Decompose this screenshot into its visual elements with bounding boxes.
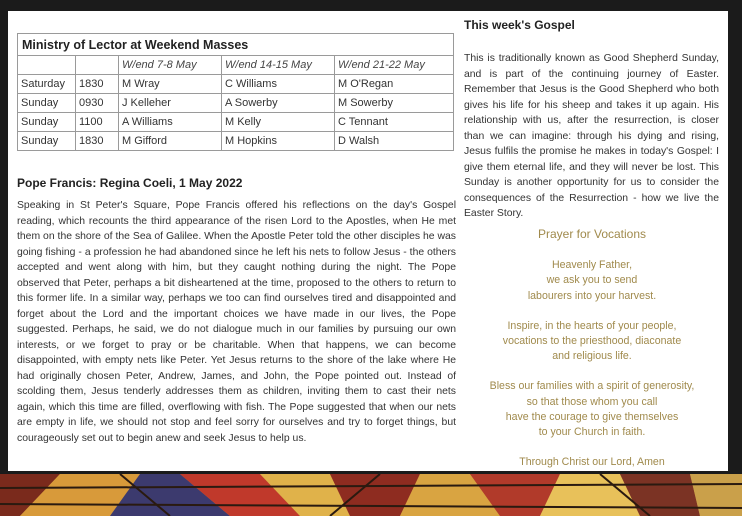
gospel-text: This is traditionally known as Good Shepherd Sunday, and is part of the continuing journey of Easter. Remember that Jesus is the Good Shepherd who both gives his life for his sheep and takes it up again. His relationship with us, after the resurrection, is closer than we can imagine: through his dying and rising, Jesus fulfils the promise he makes in today's Gospel: I give them eternal life, and they will never be lost. This Sunday is another opportunity for us to consider the consequences of the Resurrection - how we live the Easter Story. xyxy=(464,53,719,219)
roster-row xyxy=(18,113,454,132)
roster-reader: M Wray xyxy=(119,75,222,94)
roster-header-blank xyxy=(76,56,119,75)
roster-reader: M O'Regan xyxy=(335,75,454,94)
roster-day: Sunday xyxy=(18,94,76,113)
roster-reader: A Williams xyxy=(119,113,222,132)
roster-row xyxy=(18,94,454,113)
prayer-closing: Through Christ our Lord, Amen xyxy=(519,456,665,469)
bulletin-page xyxy=(8,11,728,471)
roster-reader: M Kelly xyxy=(222,113,335,132)
lector-roster-table xyxy=(17,33,454,151)
prayer-line: labourers into your harvest. xyxy=(527,289,657,302)
roster-reader: A Sowerby xyxy=(222,94,335,113)
prayer-line: vocations to the priesthood, diaconate xyxy=(502,335,682,348)
prayer-stanza xyxy=(464,379,720,440)
roster-header-row xyxy=(18,56,454,75)
roster-weekend-header: W/end 7-8 May xyxy=(119,56,222,75)
pope-francis-heading: Pope Francis: Regina Coeli, 1 May 2022 xyxy=(17,176,243,190)
prayer-line: Heavenly Father, xyxy=(551,259,633,272)
prayer-line: Bless our families with a spirit of generosity, xyxy=(489,380,695,393)
prayer-line: so that those whom you call xyxy=(526,395,658,408)
roster-reader: C Williams xyxy=(222,75,335,94)
roster-day: Sunday xyxy=(18,113,76,132)
vocations-prayer xyxy=(464,227,720,470)
roster-reader: D Walsh xyxy=(335,132,454,151)
roster-row xyxy=(18,75,454,94)
prayer-line: have the courage to give themselves xyxy=(505,410,679,423)
roster-weekend-header: W/end 14-15 May xyxy=(222,56,335,75)
stained-glass-banner xyxy=(0,474,742,516)
roster-header-blank xyxy=(18,56,76,75)
roster-row xyxy=(18,132,454,151)
roster-day: Sunday xyxy=(18,132,76,151)
roster-reader: M Gifford xyxy=(119,132,222,151)
roster-title: Ministry of Lector at Weekend Masses xyxy=(18,34,454,56)
roster-time: 0930 xyxy=(76,94,119,113)
pope-francis-article: Speaking in St Peter's Square, Pope Francis offered his reflections on the day's Gospel reading, which recounts the third appearance of the risen Lord to the Apostles, when He met them on the shore of the Sea of Galilee. When the Apostle Peter told the other disciples he was going fishing - a profession he had abandoned since he left his nets to follow Jesus - the others accepted and went along with him, but they caught nothing during the night. The Pope observed that Peter, perhaps a bit disheartened at the time, proposed to the others to return to this former life. In a similar way, perhaps we too can find ourselves tired and disappointed and forget about the Lord and the important choices we have made in our lives, the Pope suggested. Perhaps, he said, we do not dialogue much in our families by pursuing our own interests, or we forget to pray or be charitable. When that happens, we can become disappointed, with empty nets like Peter. Yet Jesus returns to the shore of the lake where He had originally chosen Peter, Andrew, James, and John, the Pope pointed out. Instead of scolding them, Jesus tenderly addresses them as children, inviting them to cast their nets again, which this time are filled, overflowing with fish. The Pope suggested that when our nets are empty in life, we should not stop and feel sorry for ourselves and try to forget things, but courageously set out to begin anew and seek Jesus to help us. xyxy=(17,200,456,444)
roster-day: Saturday xyxy=(18,75,76,94)
prayer-line: to your Church in faith. xyxy=(538,426,646,439)
prayer-line: and religious life. xyxy=(552,350,632,363)
roster-reader: M Hopkins xyxy=(222,132,335,151)
roster-time: 1830 xyxy=(76,75,119,94)
roster-weekend-header: W/end 21-22 May xyxy=(335,56,454,75)
roster-reader: J Kelleher xyxy=(119,94,222,113)
roster-time: 1100 xyxy=(76,113,119,132)
prayer-title: Prayer for Vocations xyxy=(537,227,647,241)
prayer-stanza xyxy=(464,319,720,365)
roster-time: 1830 xyxy=(76,132,119,151)
roster-reader: M Sowerby xyxy=(335,94,454,113)
roster-reader: C Tennant xyxy=(335,113,454,132)
prayer-stanza xyxy=(464,258,720,304)
gospel-heading: This week's Gospel xyxy=(464,18,575,32)
prayer-line: Inspire, in the hearts of your people, xyxy=(507,319,677,332)
prayer-line: we ask you to send xyxy=(546,274,638,287)
